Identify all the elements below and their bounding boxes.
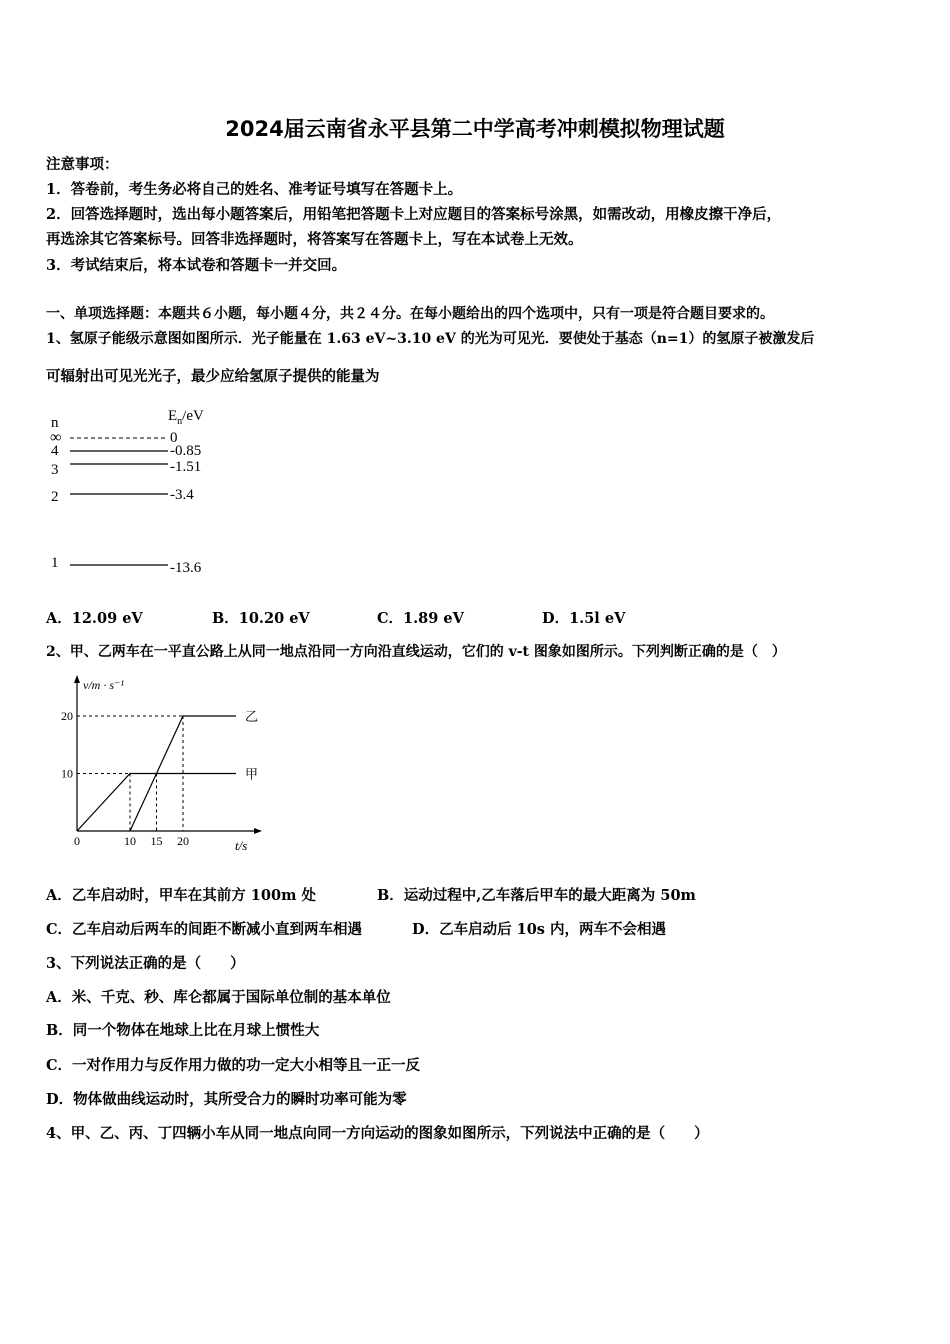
x-axis-label: t/s — [235, 838, 248, 853]
x-axis-arrow — [254, 828, 262, 834]
q3-option-c[interactable]: C．一对作用力与反作用力做的功一定大小相等且一正一反 — [46, 1057, 421, 1074]
q2-option-a[interactable]: A．乙车启动时，甲车在其前方 100m 处 — [46, 887, 316, 904]
x-tick-label: 0 — [74, 834, 80, 848]
chart-axes — [74, 675, 262, 834]
notice-item: 再选涂其它答案标号。回答非选择题时，将答案写在答题卡上，写在本试卷上无效。 — [46, 231, 583, 248]
q1-stem-line1: 1、氢原子能级示意图如图所示．光子能量在 1.63 eV~3.10 eV 的光为可见光．要使处于基态（n=1）的氢原子被激发后 — [46, 331, 815, 347]
diagram-n-label: n — [51, 415, 59, 431]
q2-option-d[interactable]: D．乙车启动后 10s 内，两车不会相遇 — [412, 921, 667, 938]
level-n-label: 2 — [51, 489, 59, 505]
q3-option-d[interactable]: D．物体做曲线运动时，其所受合力的瞬时功率可能为零 — [46, 1091, 407, 1108]
q4-stem: 4、甲、乙、丙、丁四辆小车从同一地点向同一方向运动的图象如图所示，下列说法中正确的是（ ） — [46, 1125, 709, 1142]
vt-chart — [55, 673, 270, 858]
y-axis-label: v/m · s⁻¹ — [83, 678, 124, 692]
notice-item: 2．回答选择题时，选出每小题答案后，用铅笔把答题卡上对应题目的答案标号涂黑，如需改动，用橡皮擦干净后， — [46, 206, 782, 223]
diagram-energy-label: $E_n/eV$ — [168, 408, 204, 427]
page-title: 2024届云南省永平县第二中学高考冲刺模拟物理试题 — [225, 117, 725, 141]
notice-item: 3．考试结束后，将本试卷和答题卡一并交回。 — [46, 257, 347, 274]
level-n-label: 3 — [51, 462, 59, 478]
notice-heading: 注意事项： — [46, 156, 119, 173]
level-e-label: 0 — [170, 430, 178, 446]
q1-option-c[interactable]: C．1.89 eV — [377, 610, 464, 627]
level-n-label: 4 — [51, 443, 59, 459]
level-e-label: -3.4 — [170, 487, 194, 503]
level-e-label: -13.6 — [170, 560, 202, 576]
level-n-label: ∞ — [50, 429, 62, 446]
q1-option-d[interactable]: D．1.5l eV — [542, 610, 626, 627]
q2-stem: 2、甲、乙两车在一平直公路上从同一地点沿同一方向沿直线运动，它们的 v-t 图象如图所示。下列判断正确的是（ ） — [46, 644, 786, 660]
y-axis-arrow — [74, 675, 80, 683]
series-label: 甲 — [245, 766, 259, 782]
section-heading: 一、单项选择题：本题共６小题，每小题４分，共２４分。在每小题给出的四个选项中，只有一项是符合题目要求的。 — [46, 306, 774, 322]
q2-option-b[interactable]: B．运动过程中,乙车落后甲车的最大距离为 50m — [377, 887, 696, 904]
q3-option-a[interactable]: A．米、千克、秒、库仑都属于国际单位制的基本单位 — [46, 989, 391, 1006]
level-e-label: -0.85 — [170, 443, 202, 459]
y-tick-label: 20 — [61, 709, 73, 723]
q3-option-b[interactable]: B．同一个物体在地球上比在月球上惯性大 — [46, 1022, 320, 1039]
q1-option-b[interactable]: B．10.20 eV — [212, 610, 310, 627]
q1-option-a[interactable]: A．12.09 eV — [46, 610, 143, 627]
level-n-label: 1 — [51, 555, 59, 571]
q2-option-c[interactable]: C．乙车启动后两车的间距不断减小直到两车相遇 — [46, 921, 363, 938]
energy-level-diagram — [40, 398, 240, 583]
notice-item: 1．答卷前，考生务必将自己的姓名、准考证号填写在答题卡上。 — [46, 181, 463, 198]
level-e-label: -1.51 — [170, 459, 202, 475]
x-tick-label: 20 — [177, 834, 189, 848]
series-label: 乙 — [245, 709, 259, 724]
q1-stem-line2: 可辐射出可见光光子，最少应给氢原子提供的能量为 — [46, 368, 380, 385]
q3-stem: 3、下列说法正确的是（ ） — [46, 955, 245, 972]
x-tick-label: 15 — [150, 834, 163, 848]
y-tick-label: 10 — [61, 766, 73, 781]
x-tick-label: 10 — [124, 834, 136, 848]
